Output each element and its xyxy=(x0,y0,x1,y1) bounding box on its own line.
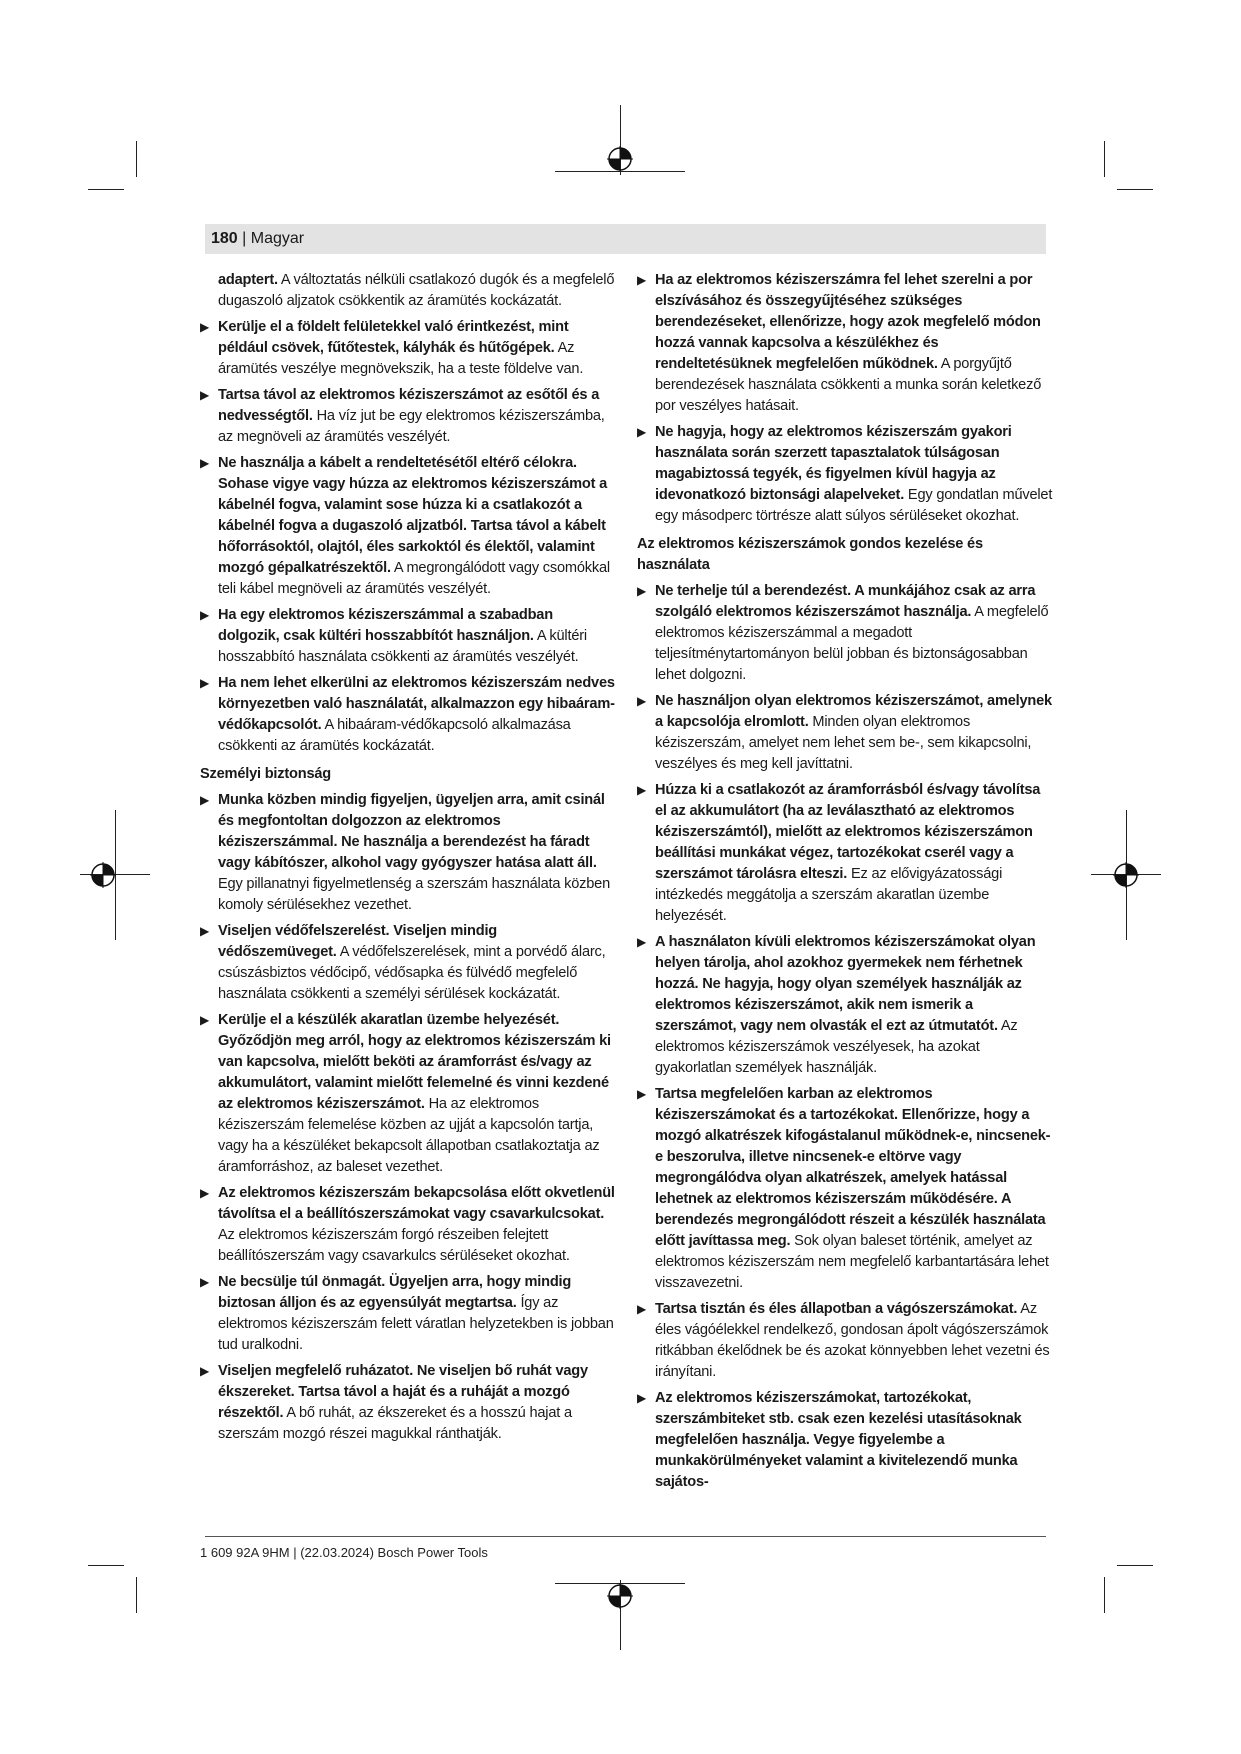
bullet-arrow-icon: ▶ xyxy=(200,388,210,402)
bullet-arrow-icon: ▶ xyxy=(637,783,647,797)
section-heading: Az elektromos kéziszerszámok gondos kezelése és használata xyxy=(637,536,983,573)
bullet-arrow-icon: ▶ xyxy=(637,935,647,949)
list-item-text: A hibaáram-védőkapcsoló alkalmazása csökkenti az áramütés kockázatát. xyxy=(218,717,571,754)
safety-list xyxy=(637,581,1053,1493)
bullet-arrow-icon: ▶ xyxy=(200,793,210,807)
bullet-arrow-icon: ▶ xyxy=(200,1364,210,1378)
bullet-arrow-icon: ▶ xyxy=(200,608,210,622)
bullet-arrow-icon: ▶ xyxy=(637,584,647,598)
list-item xyxy=(637,270,1053,417)
list-item-bold: Ne használja a kábelt a rendeltetésétől eltérő célokra. Sohase vigye vagy húzza az elektromos kéziszerszámot a kábelnél fogva, valamint sose húzza ki a csatlakozót a kábelnél fogva a dugaszoló aljzatból. Tartsa távol a kábelt hőforrásoktól, olajtól, éles sarkoktól és élektől, valamint mozgó gépalkatrészektől. xyxy=(218,455,608,576)
list-item xyxy=(200,1183,616,1267)
footer-rule xyxy=(205,1536,1046,1537)
page-header xyxy=(211,229,304,249)
list-item xyxy=(200,673,616,757)
bullet-arrow-icon: ▶ xyxy=(200,924,210,938)
list-item-bold: A használaton kívüli elektromos kéziszerszámokat olyan helyen tárolja, ahol azokhoz gyermekek nem férhetnek hozzá. Ne hagyja, hogy olyan személyek használják az elektromos kéziszerszámot, akik nem ismerik a szerszámot, vagy nem olvasták el ezt az útmutatót. xyxy=(655,934,1036,1034)
footer-imprint: 1 609 92A 9HM | (22.03.2024) Bosch Power Tools xyxy=(200,1545,488,1560)
list-item-bold: Kerülje el a földelt felületekkel való érintkezést, mint például csövek, fűtőtestek, kályhák és hűtőgépek. xyxy=(218,319,569,356)
list-item xyxy=(637,1388,1053,1493)
list-item-text: A megrongálódott vagy csomókkal teli kábel megnöveli az áramütés veszélyét. xyxy=(218,560,610,597)
list-item-bold: Ne becsülje túl önmagát. Ügyeljen arra, hogy mindig biztosan álljon és az egyensúlyát megtartsa. xyxy=(218,1274,572,1311)
bullet-arrow-icon: ▶ xyxy=(637,425,647,439)
list-item-bold: Kerülje el a készülék akaratlan üzembe helyezését. Győződjön meg arról, hogy az elektromos kéziszerszám ki van kapcsolva, mielőtt beköti az áramforrást és/vagy az akkumulátort, valamint mielőtt felemelné és vinni kezdené az elektromos kéziszerszámot. xyxy=(218,1012,611,1112)
list-item xyxy=(637,1084,1053,1294)
crop-mark xyxy=(136,141,137,177)
list-item xyxy=(200,790,616,916)
list-item-bold: Az elektromos kéziszerszám bekapcsolása előtt okvetlenül távolítsa el a beállítószerszámokat vagy csavarkulcsokat. xyxy=(218,1185,615,1222)
list-item-text: Egy pillanatnyi figyelmetlenség a szerszám használata közben komoly sérülésekhez vezethet. xyxy=(218,876,610,913)
list-item-bold: Ne terhelje túl a berendezést. A munkájához csak az arra szolgáló elektromos kéziszerszámot használja. xyxy=(655,583,1036,620)
list-item-text: A kültéri hosszabbító használata csökkenti az áramütés veszélyét. xyxy=(218,628,587,665)
bullet-arrow-icon: ▶ xyxy=(200,1013,210,1027)
list-item xyxy=(200,385,616,448)
safety-list xyxy=(637,270,1053,527)
bullet-arrow-icon: ▶ xyxy=(637,1302,647,1316)
registration-target-icon xyxy=(607,146,633,172)
header-language: Magyar xyxy=(250,230,305,247)
list-item-text: A védőfelszerelések, mint a porvédő álarc, csúszásbiztos védőcipő, védősapka és fülvédő megfelelő használata csökkenti a személyi sérülések kockázatát. xyxy=(218,944,606,1002)
header-separator: | xyxy=(237,230,251,247)
header-bar xyxy=(205,224,1046,254)
list-item-text: Ha víz jut be egy elektromos kéziszerszámba, az megnöveli az áramütés veszélyét. xyxy=(218,408,605,445)
registration-target-icon xyxy=(607,1583,633,1609)
list-item xyxy=(200,1272,616,1356)
bullet-arrow-icon: ▶ xyxy=(200,320,210,334)
list-item-bold: Tartsa tisztán és éles állapotban a vágószerszámokat. xyxy=(655,1301,1018,1317)
list-item xyxy=(637,932,1053,1079)
safety-list xyxy=(200,317,616,757)
crop-mark xyxy=(88,1565,124,1566)
list-item-text: Az elektromos kéziszerszám forgó részeiben felejtett beállítószerszám vagy csavarkulcs sérüléseket okozhat. xyxy=(218,1227,570,1264)
bullet-arrow-icon: ▶ xyxy=(637,273,647,287)
list-item xyxy=(637,1299,1053,1383)
crop-mark xyxy=(88,189,124,190)
list-item xyxy=(200,453,616,600)
right-column xyxy=(637,270,1053,1498)
list-item-bold: Ha az elektromos kéziszerszámra fel lehet szerelni a por elszívásához és összegyűjtéséhez szükséges berendezéseket, ellenőrizze, hogy azok megfelelő módon hozzá vannak kapcsolva a készülékhez és rendeltetésüknek megfelelően működnek. xyxy=(655,272,1041,372)
list-item-text: Így az elektromos kéziszerszám felett váratlan helyzetekben is jobban tud uralkodni. xyxy=(218,1295,614,1353)
list-item xyxy=(637,422,1053,527)
list-item-bold: Az elektromos kéziszerszámokat, tartozékokat, szerszámbiteket stb. csak ezen kezelési utasításoknak megfelelően használja. Vegye figyelembe a munkakörülményeket valamint a kivitelezendő munka sajátos- xyxy=(655,1390,1022,1490)
list-item-bold: Tartsa távol az elektromos kéziszerszámot az esőtől és a nedvességtől. xyxy=(218,387,600,424)
crop-mark xyxy=(1104,1577,1105,1613)
list-item-bold: Ha nem lehet elkerülni az elektromos kéziszerszám nedves környezetben való használatát, alkalmazzon egy hibaáram-védőkapcsolót. xyxy=(218,675,615,733)
list-item xyxy=(200,1361,616,1445)
crop-mark xyxy=(1104,141,1105,177)
list-item-text: Sok olyan baleset történik, amelyet az elektromos kéziszerszám nem megfelelő karbantartására lehet visszavezetni. xyxy=(655,1233,1049,1291)
list-item-text: Ez az elővigyázatossági intézkedés meggátolja a szerszám akaratlan üzembe helyezését. xyxy=(655,866,1003,924)
list-item-bold: Ne hagyja, hogy az elektromos kéziszerszám gyakori használata során szerzett tapasztalatok túlságosan magabiztossá tegyék, és figyelmen kívül hagyja az idevonatkozó biztonsági alapelveket. xyxy=(655,424,1012,503)
list-item xyxy=(200,317,616,380)
list-item-text: Ha az elektromos kéziszerszám felemelése közben az ujját a kapcsolón tartja, vagy ha a készüléket bekapcsolt állapotban csatlakoztatja az áramforráshoz, az baleset vezethet. xyxy=(218,1096,600,1175)
list-item-text: Minden olyan elektromos kéziszerszám, amelyet nem lehet sem be-, sem kikapcsolni, veszélyes és meg kell javíttatni. xyxy=(655,714,1032,772)
list-item-text: A porgyűjtő berendezések használata csökkenti a munka során keletkező por veszélyes hatásait. xyxy=(655,356,1042,414)
list-item-text: A megfelelő elektromos kéziszerszámmal a megadott teljesítménytartományon belül jobban és biztonságosabban lehet dolgozni. xyxy=(655,604,1049,683)
bullet-arrow-icon: ▶ xyxy=(200,1186,210,1200)
list-item-text: Az áramütés veszélye megnövekszik, ha a teste földelve van. xyxy=(218,340,584,377)
bullet-arrow-icon: ▶ xyxy=(200,676,210,690)
registration-target-icon xyxy=(1113,862,1139,888)
list-item-text: Az éles vágóélekkel rendelkező, gondosan ápolt vágószerszámok ritkábban ékelődnek be és azokat könnyebben lehet vezetni és irányítani. xyxy=(655,1301,1050,1380)
list-item-bold: Húzza ki a csatlakozót az áramforrásból és/vagy távolítsa el az akkumulátort (ha az leválasztható az elektromos kéziszerszámtól), mielőtt az elektromos kéziszerszámon beállítási munkákat végez, tartozékokat cserél vagy a szerszámot tárolásra elteszi. xyxy=(655,782,1041,882)
list-item xyxy=(637,780,1053,927)
list-item-text: A bő ruhát, az ékszereket és a hosszú hajat a szerszám mozgó részei magukkal ránthatják. xyxy=(218,1405,572,1442)
bullet-arrow-icon: ▶ xyxy=(637,694,647,708)
list-item xyxy=(200,605,616,668)
list-item-bold: Viseljen védőfelszerelést. Viseljen mindig védőszemüveget. xyxy=(218,923,498,960)
bullet-arrow-icon: ▶ xyxy=(637,1087,647,1101)
list-item-bold: Ne használjon olyan elektromos kéziszerszámot, amelynek a kapcsolója elromlott. xyxy=(655,693,1052,730)
left-column xyxy=(200,270,616,1450)
list-item-bold: Ha egy elektromos kéziszerszámmal a szabadban dolgozik, csak kültéri hosszabbítót használjon. xyxy=(218,607,553,644)
crop-mark xyxy=(1117,189,1153,190)
intro-paragraph: adaptert. A változtatás nélküli csatlakozó dugók és a megfelelő dugaszoló aljzatok csökkentik az áramütés kockázatát. xyxy=(218,272,615,309)
bullet-arrow-icon: ▶ xyxy=(200,456,210,470)
section-heading: Személyi biztonság xyxy=(200,766,332,782)
list-item-bold: Tartsa megfelelően karban az elektromos kéziszerszámokat és a tartozékokat. Ellenőrizze, hogy a mozgó alkatrészek kifogástalanul működnek-e, nincsenek-e beszorulva, illetve nincsenek-e eltörve vagy megrongálódva olyan alkatrészek, amelyek hatással lehetnek az elektromos kéziszerszám működésére. A berendezés megrongálódott részeit a készülék használata előtt javíttassa meg. xyxy=(655,1086,1051,1249)
list-item-text: Egy gondatlan művelet egy másodperc törtrésze alatt súlyos sérüléseket okozhat. xyxy=(655,487,1053,524)
safety-list xyxy=(200,790,616,1445)
crop-mark xyxy=(136,1577,137,1613)
registration-target-icon xyxy=(90,862,116,888)
page-number: 180 xyxy=(211,230,238,247)
list-item-text: Az elektromos kéziszerszámok veszélyesek, ha azokat gyakorlatlan személyek használják. xyxy=(655,1018,1018,1076)
list-item xyxy=(200,921,616,1005)
list-item xyxy=(200,1010,616,1178)
bullet-arrow-icon: ▶ xyxy=(200,1275,210,1289)
list-item xyxy=(637,581,1053,686)
list-item xyxy=(637,691,1053,775)
crop-mark xyxy=(1117,1565,1153,1566)
list-item-bold: Viseljen megfelelő ruházatot. Ne viseljen bő ruhát vagy ékszereket. Tartsa távol a haját és a ruháját a mozgó részektől. xyxy=(218,1363,588,1421)
bullet-arrow-icon: ▶ xyxy=(637,1391,647,1405)
list-item-bold: Munka közben mindig figyeljen, ügyeljen arra, amit csinál és megfontoltan dolgozzon az elektromos kéziszerszámmal. Ne használja a berendezést ha fáradt vagy kábítószer, alkohol vagy gyógyszer hatása alatt áll. xyxy=(218,792,605,871)
